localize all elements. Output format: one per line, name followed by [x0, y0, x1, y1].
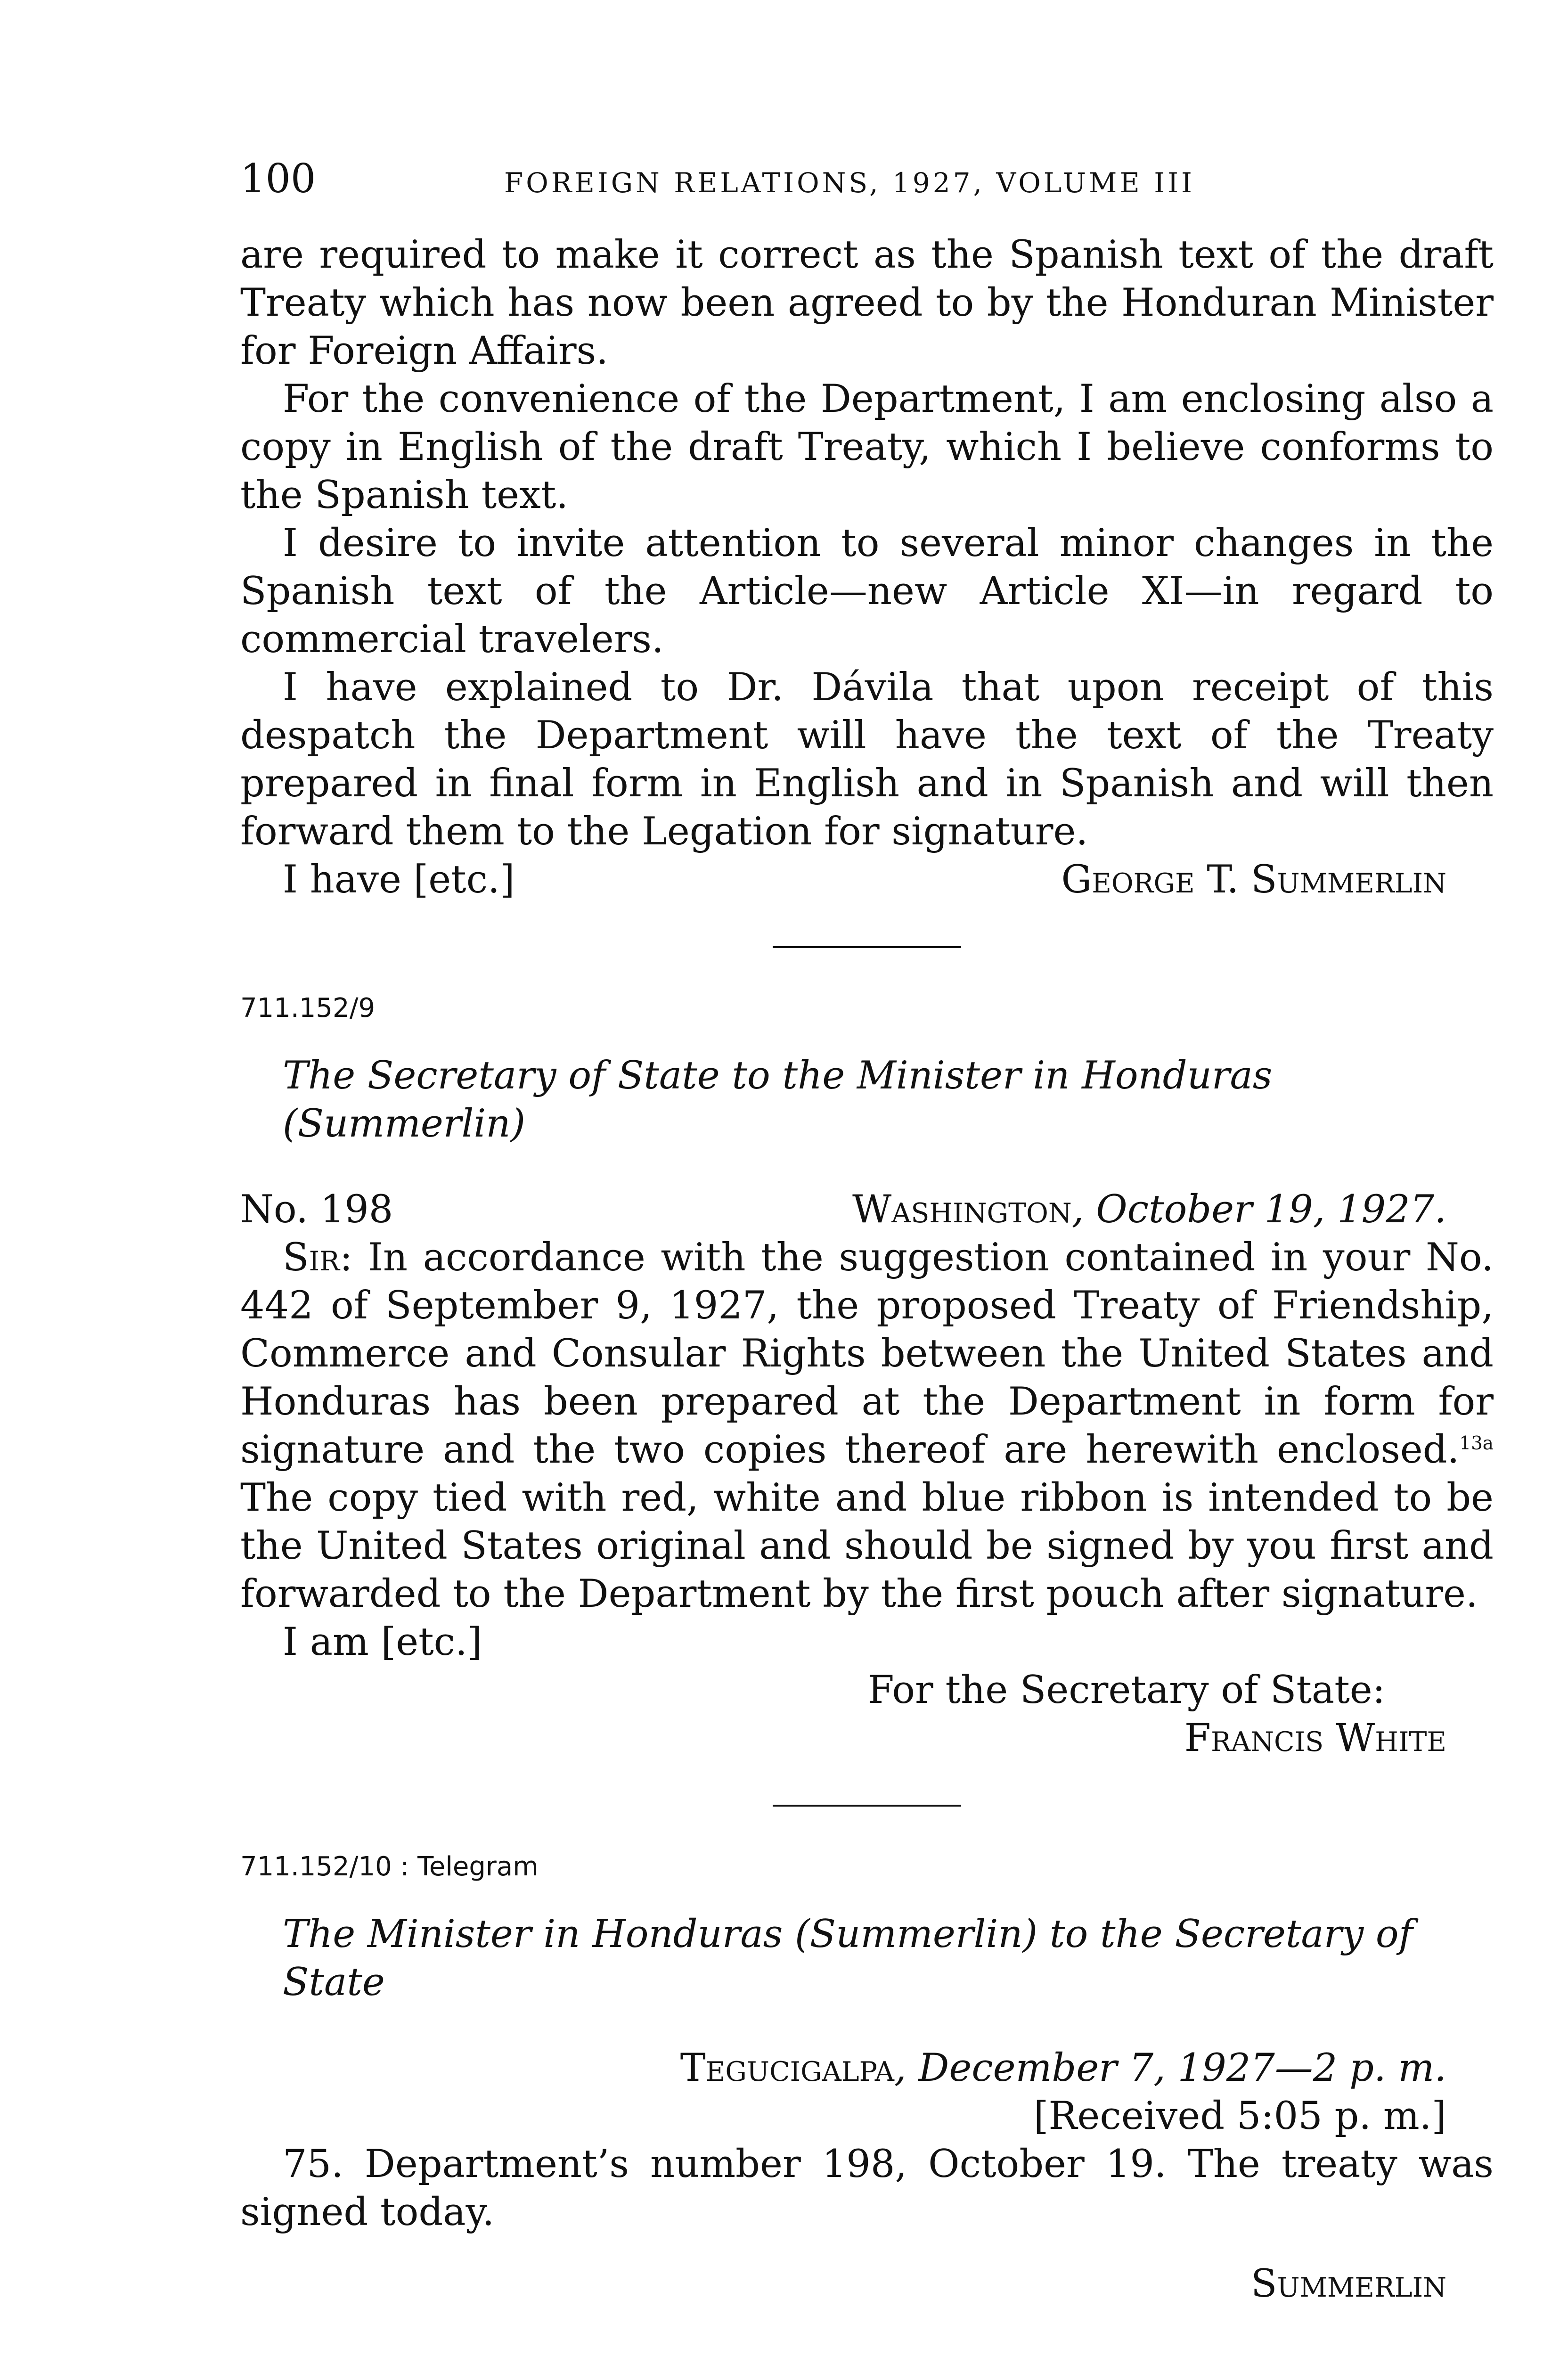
- signature: Summerlin: [1250, 2262, 1446, 2306]
- received-line: [Received 5:05 p. m.]: [1033, 2094, 1446, 2138]
- paragraph: For the convenience of the Department, I am enclosing also a copy in English of the draft Treaty, which I believe conforms to the Spanish text.: [240, 377, 1494, 517]
- place: Washington: [852, 1187, 1072, 1232]
- signature: George T. Summerlin: [1061, 858, 1446, 902]
- closing: I have [etc.]: [283, 858, 515, 902]
- document-heading: The Minister in Honduras (Summerlin) to the Secretary of State: [283, 1912, 1413, 2004]
- file-number: 711.152/9: [240, 993, 376, 1023]
- footnote-ref: 13a: [1459, 1433, 1494, 1454]
- paragraph: are required to make it correct as the Spanish text of the draft Treaty which has now been agreed to by the Honduran Minister for Foreign Affairs.: [240, 233, 1494, 373]
- paragraph: [240, 1234, 1494, 1618]
- body-text: The copy tied with red, white and blue ribbon is intended to be the United States original and should be signed by you first and forwarded to the Department by the first pouch after signature.: [240, 1476, 1494, 1616]
- closing: I am [etc.]: [283, 1620, 482, 1664]
- date: , December 7, 1927—2 p. m.: [894, 2046, 1446, 2090]
- date: , October 19, 1927.: [1071, 1187, 1446, 1232]
- dateline: [240, 1186, 1494, 1234]
- body-text: : In accordance with the suggestion contained in your No. 442 of September 9, 1927, the proposed Treaty of Friendship, Commerce and Consular Rights between the United States and Honduras has been prepared at the Department in form for signature and the two copies thereof are herewith enclosed.: [240, 1235, 1494, 1472]
- paragraph: 75. Department’s number 198, October 19. The treaty was signed today.: [240, 2142, 1494, 2234]
- signature: Francis White: [1184, 1716, 1446, 1760]
- closing-line: [240, 856, 1494, 904]
- salutation: Sir: [283, 1235, 340, 1280]
- section-divider: [773, 946, 961, 948]
- running-title: FOREIGN RELATIONS, 1927, VOLUME III: [504, 167, 1195, 199]
- place: Tegucigalpa: [680, 2046, 894, 2090]
- document-heading: The Secretary of State to the Minister in Honduras (Summerlin): [283, 1054, 1273, 1146]
- for-line: For the Secretary of State:: [867, 1668, 1385, 1712]
- document-page: [240, 155, 1494, 2356]
- document-number: No. 198: [240, 1187, 393, 1232]
- place-date: [852, 1186, 1446, 1234]
- page-number: 100: [240, 155, 316, 202]
- running-head: [240, 155, 1494, 212]
- file-number: 711.152/10 : Telegram: [240, 1851, 539, 1882]
- section-divider: [773, 1805, 961, 1807]
- paragraph: I desire to invite attention to several minor changes in the Spanish text of the Article—new Article XI—in regard to commercial travelers.: [240, 521, 1494, 662]
- paragraph: I have explained to Dr. Dávila that upon receipt of this despatch the Department will have the text of the Treaty prepared in final form in English and in Spanish and will then forward them to the Legation for signature.: [240, 665, 1494, 854]
- dateline: [240, 2044, 1494, 2092]
